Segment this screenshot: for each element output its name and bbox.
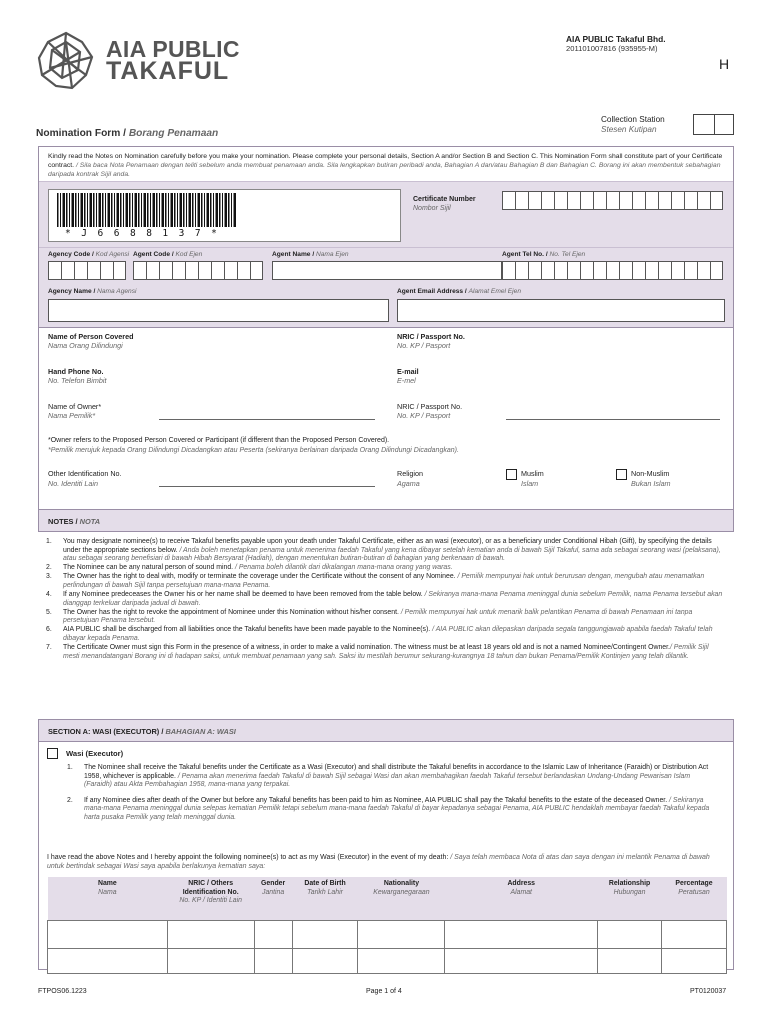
note-text: The Owner has the right to deal with, modify or terminate the coverage under the Certificate without the consent of any Nominee. / Pemilik mempunyai hak untuk berurusan dengan, mengubah atau menamatkan perlindungan di bawah Sijil tanpa persetujuan mana-mana Penama. xyxy=(63,573,705,589)
note-item xyxy=(46,591,726,608)
collection-station-label: Collection Station Stesen Kutipan xyxy=(601,115,665,134)
person-name-label: Name of Person Covered Nama Orang Dilindungi xyxy=(48,332,134,350)
brand-line2: TAKAFUL xyxy=(106,57,230,85)
note-item xyxy=(46,644,726,661)
form-code: H xyxy=(719,56,730,72)
section-a-header: SECTION A: WASI (EXECUTOR) / BAHAGIAN A: WASI xyxy=(38,719,734,742)
column-header: Relationship Hubungan xyxy=(608,880,651,896)
agency-code-input[interactable] xyxy=(48,261,126,280)
note-item xyxy=(46,538,726,564)
column-header: Gender Jantina xyxy=(261,880,286,896)
wasi-checkbox[interactable] xyxy=(47,748,58,759)
wasi-declaration: I have read the above Notes and I hereby appoint the following nominee(s) to act as my Wasi (Executor) in the event of my death: / Saya telah membaca Nota di atas dan saya dengan ini melantik Penama di bawah untuk bertindak sebagai Wasi saya apabila berlakunya kematian saya: xyxy=(47,854,710,870)
company-name: AIA PUBLIC Takaful Bhd. xyxy=(566,34,666,44)
company-info xyxy=(566,34,666,54)
note-item xyxy=(67,797,717,823)
note-number: 2. xyxy=(46,564,52,572)
note-text: You may designate nominee(s) to receive Takaful benefits payable upon your death under Takaful Certificate, either as an wasi (executor), or as a beneficiary under Conditional Hibah (Gift), by specifying the details under the appropriate sections below. / Anda boleh menetapkan penama untuk menerima faedah Takaful yang kena dibayar setelah kematian anda di bawah Sijil Takaful, sama ada sebagai seorang wasi (pelaksana), atau sebagai seorang benefisiari di bawah Hibah Bersyarat (Hadiah), dengan menentukan butiran-butiran di bahagian yang berkenaan di bawah. xyxy=(63,538,721,563)
muslim-label: Muslim Islam xyxy=(521,469,544,488)
wasi-label: Wasi (Executor) xyxy=(66,749,124,758)
column-header: Date of Birth Tarikh Lahir xyxy=(304,880,346,896)
note-number: 2. xyxy=(67,796,73,804)
note-text: The Nominee shall receive the Takaful benefits under the Certificate as a Wasi (Executor) and shall distribute the Takaful benefits in accordance to the Islamic Law of Inheritance (Faraidh) or Distribution Act 1958, whichever is applicable. / Penama akan menerima faedah Takaful di bawah Sijil sebagai Wasi dan akan membahagikan faedah Takaful tersebut berlandaskan Undang-Undang Pewarisan Islam (Faraidh) atau Akta Pembahagian 1958, mana-mana yang terpakai. xyxy=(84,764,709,789)
agent-name-label: Agent Name / Nama Ejen xyxy=(272,251,349,258)
non-muslim-label: Non-Muslim Bukan Islam xyxy=(631,469,671,488)
nominee-row xyxy=(48,948,727,973)
muslim-checkbox[interactable] xyxy=(506,469,517,480)
person-nric-label: NRIC / Passport No. No. KP / Pasport xyxy=(397,332,465,350)
note-number: 4. xyxy=(46,591,52,599)
owner-nric-label: NRIC / Passport No. No. KP / Pasport xyxy=(397,402,463,420)
note-number: 7. xyxy=(46,644,52,652)
note-item xyxy=(46,609,726,626)
note-text: The Certificate Owner must sign this Form in the presence of a witness, in order to make a valid nomination. The witness must be at least 18 years old and is not a named Nominee/Contingent Owner./ Pemilik Sijil mesti menandatangani Borang ini di hadapan saksi, untuk membuat penamaan yang sah. Saksi itu mestilah berumur sekurang-kurangnya 18 tahun dan bukan Penama/Pemilik Kontinjen yang telah dilantik. xyxy=(63,644,709,660)
column-header: Percentage Peratusan xyxy=(675,880,713,896)
agent-email-input[interactable] xyxy=(397,299,725,322)
agency-name-input[interactable] xyxy=(48,299,389,322)
barcode-box xyxy=(48,189,401,242)
phone-label: Hand Phone No. No. Telefon Bimbit xyxy=(48,367,107,385)
non-muslim-checkbox[interactable] xyxy=(616,469,627,480)
agent-area xyxy=(39,247,733,327)
notes-list xyxy=(46,538,726,662)
agent-name-input[interactable] xyxy=(272,261,502,280)
notes-header: NOTES / NOTA xyxy=(38,510,734,532)
collection-station-boxes[interactable] xyxy=(693,114,734,135)
note-number: 1. xyxy=(67,764,73,771)
person-details xyxy=(39,327,733,509)
note-text: The Nominee can be any natural person of sound mind. / Penama boleh dilantik dari dikalangan mana-mana orang yang waras. xyxy=(63,564,453,572)
nominee-row xyxy=(48,920,727,948)
agent-email-label: Agent Email Address / Alamat Emel Ejen xyxy=(397,288,521,295)
page-title: Nomination Form / Borang Penamaan xyxy=(36,128,219,139)
nominee-table xyxy=(47,877,727,974)
note-item xyxy=(67,764,717,790)
owner-name-field[interactable] xyxy=(159,419,375,420)
owner-nric-field[interactable] xyxy=(506,419,720,420)
form-panel xyxy=(38,146,734,510)
brand-line1: AIA PUBLIC xyxy=(106,36,240,62)
wasi-notes xyxy=(67,764,717,830)
note-text: If any Nominee dies after death of the Owner but before any Takaful benefits has been paid to him as Nominee, AIA PUBLIC shall pay the Takaful benefits to the estate of the deceased Owner. / Sekiranya mana-mana Penama meninggal dunia selepas kematian Pemilik tetapi sebelum mana-mana faedah Takaful di bayar kepadanya sebagai Penama, AIA PUBLIC hendaklah membayar faedah Takaful kepada harta pusaka Pemilik yang telah meninggal dunia. xyxy=(84,796,710,821)
note-item xyxy=(46,573,726,590)
agent-code-label: Agent Code / Kod Ejen xyxy=(133,251,203,258)
logo xyxy=(34,30,98,92)
note-number: 5. xyxy=(46,608,52,616)
email-label: E-mail E-mel xyxy=(397,367,419,385)
company-reg: 201101007816 (935955-M) xyxy=(566,44,658,53)
footer-left: FTPOS06.1223 xyxy=(38,988,87,995)
note-item xyxy=(46,626,726,643)
note-number: 6. xyxy=(46,626,52,634)
agent-code-input[interactable] xyxy=(133,261,263,280)
owner-note: *Owner refers to the Proposed Person Covered or Participant (if different than the Proposed Person Covered). *Pemilik merujuk kepada Orang Dilindungi Dicadangkan atau Peserta (sekiranya berlainan daripada Orang Dilindungi Dicadangkan). xyxy=(48,437,459,454)
intro-text: Kindly read the Notes on Nomination carefully before you make your nomination. Please complete your personal details, Section A and/or Section B and Section C. This Nomination Form shall constitute part of your Certificate contract. / Sila baca Nota Penamaan dengan teliti sebelum anda membuat penamaan anda. Sila lengkapkan butiran peribadi anda, Bahagian A dan/atau Bahagian B dan Bahagian C. Borang ini akan membentuk sebahagian daripada kontrak Sijil anda. xyxy=(48,153,723,178)
column-header: Nationality Kewarganegaraan xyxy=(373,880,430,896)
certificate-area xyxy=(39,181,733,247)
agent-tel-label: Agent Tel No. / No. Tel Ejen xyxy=(502,251,586,258)
agency-name-label: Agency Name / Nama Agensi xyxy=(48,288,137,295)
agent-tel-input[interactable] xyxy=(502,261,723,280)
brand-name xyxy=(106,36,240,85)
other-id-label: Other Identification No. No. Identiti Lain xyxy=(48,469,122,488)
column-header: Address Alamat xyxy=(507,880,536,896)
note-item xyxy=(46,564,726,573)
other-id-field[interactable] xyxy=(159,486,375,487)
religion-label: Religion Agama xyxy=(397,469,423,488)
column-header: NRIC / Others Identification No. No. KP / Identiti Lain xyxy=(179,880,242,904)
note-number: 3. xyxy=(46,573,52,581)
certificate-number-input[interactable] xyxy=(502,191,723,210)
footer-right: PT0120037 xyxy=(690,988,727,995)
footer-center: Page 1 of 4 xyxy=(366,988,402,995)
note-number: 1. xyxy=(46,538,52,545)
owner-name-label: Name of Owner* Nama Pemilik* xyxy=(48,402,102,420)
note-text: AIA PUBLIC shall be discharged from all liabilities once the Takaful benefits have been made payable to the Nominee(s). / AIA PUBLIC akan dilepaskan daripada segala tanggungjawab apabila faedah Takaful telah dibayar kepada Penama. xyxy=(63,626,713,643)
agency-code-label: Agency Code / Kod Agensi xyxy=(48,251,130,258)
section-a-panel xyxy=(38,742,734,970)
barcode-text: * J 6 6 8 8 1 3 7 * xyxy=(65,228,220,239)
barcode xyxy=(57,193,237,227)
column-header: Name Nama xyxy=(97,880,117,896)
logo-star-icon xyxy=(34,30,98,92)
note-text: The Owner has the right to revoke the appointment of Nominee under this Nomination without his/her consent. / Pemilik mempunyai hak untuk menarik balik pelantikan Penama di bawah Penamaan ini tanpa persetujuan Penama tersebut. xyxy=(63,608,693,625)
certificate-label: Certificate Number Nombor Sijil xyxy=(413,196,476,212)
note-text: If any Nominee predeceases the Owner his or her name shall be deemed to have been removed from the table below. / Sekiranya mana-mana Penama meninggal dunia sebelum Pemilik, nama Penama tersebut akan dianggap terkeluar daripada jadual di bawah. xyxy=(63,591,723,607)
